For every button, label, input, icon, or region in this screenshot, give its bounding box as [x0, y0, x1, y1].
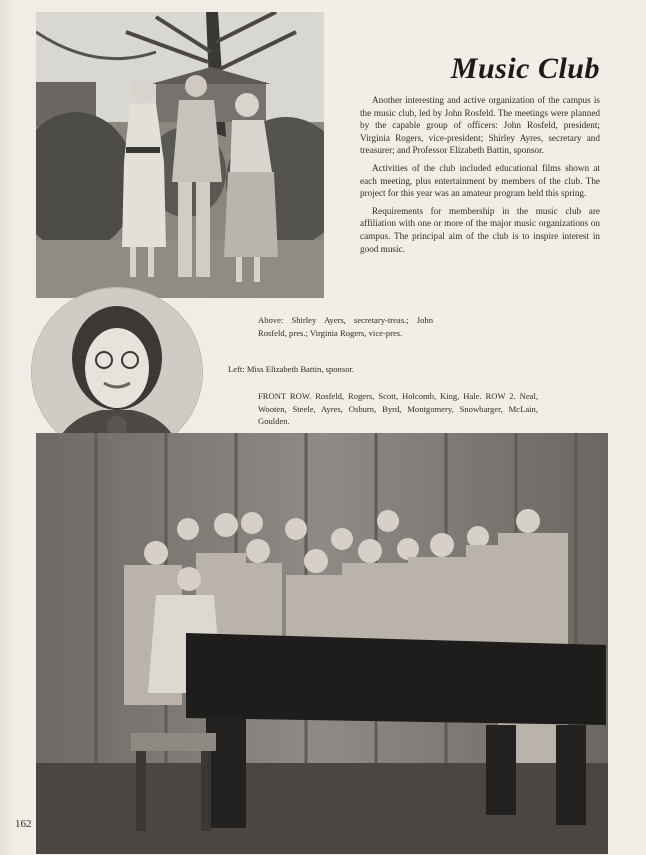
page-title: Music Club: [450, 52, 600, 86]
article-body: [360, 94, 600, 260]
sponsor-portrait: [32, 288, 202, 456]
page-number: 162: [15, 818, 32, 830]
caption-officers: Above: Shirley Ayers, secretary-treas.; John Rosfeld, pres.; Virginia Rogers, vice-pres.: [258, 315, 433, 338]
paragraph: Another interesting and active organization of the campus is the music club, led by John Rosfeld. The meetings were planned by the capable group of officers: John Rosfeld, president; Virginia Rogers, vice-president; Shirley Ayres, secretary and treasurer; and Professor Elizabeth Battin, sponsor.: [360, 95, 600, 156]
caption-group: FRONT ROW. Rosfeld, Rogers, Scott, Holcomb, King, Hale. ROW 2. Neal, Wooten, Steele, Ayres, Osburn, Byrd, Montgomery, Snowbarger, McLain, Goulden.: [258, 391, 538, 427]
group-photo: [36, 433, 608, 854]
officers-photo: [36, 12, 324, 298]
caption-sponsor: Left: Miss Elizabeth Battin, sponsor.: [228, 364, 355, 374]
paragraph: Requirements for membership in the music club are affiliation with one or more of the major music organizations on campus. The principal aim of the club is to inspire interest in good music.: [360, 205, 600, 254]
paragraph: Activities of the club included educational films shown at each meeting, plus entertainment by members of the club. The project for this year was an amateur program held this spring.: [360, 162, 600, 199]
